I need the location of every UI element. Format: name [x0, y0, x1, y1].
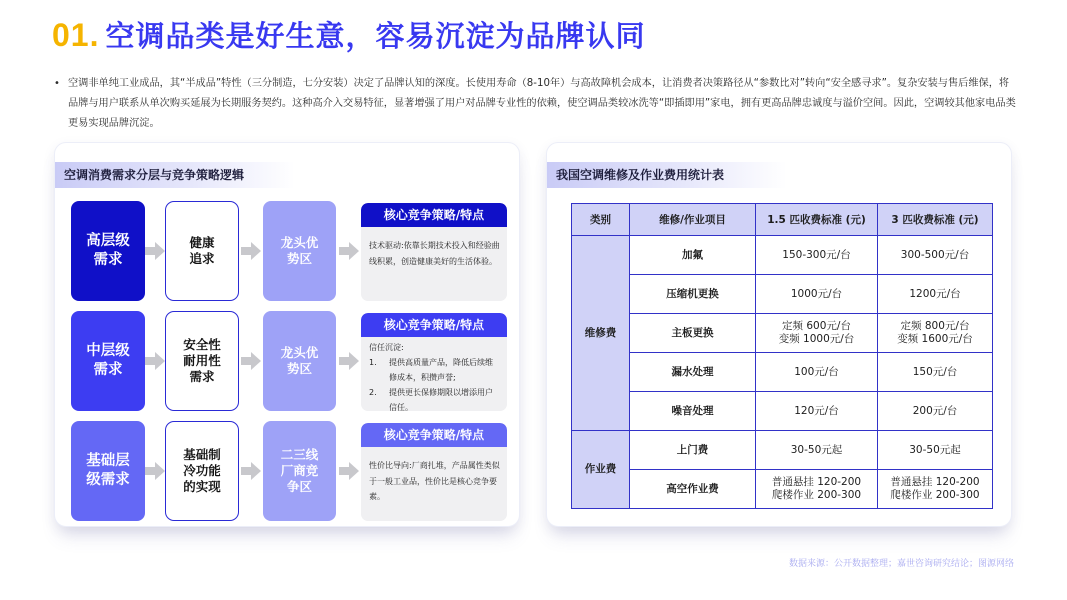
repair-fee-panel	[546, 142, 1012, 527]
page-title	[52, 14, 646, 55]
strategy-card	[361, 423, 507, 521]
need-box: 健康 追求	[165, 201, 239, 301]
item-cell: 压缩机更换	[630, 275, 756, 314]
strategy-title: 核心竞争策略/特点	[361, 423, 507, 447]
price-15-cell: 定频 600元/台 变频 1000元/台	[756, 314, 878, 353]
item-cell: 主板更换	[630, 314, 756, 353]
category-cell: 作业费	[572, 431, 630, 509]
table-row	[572, 314, 993, 353]
tier-box: 基础层 级需求	[71, 421, 145, 521]
arrow-right-icon	[241, 351, 261, 371]
zone-box: 龙头优 势区	[263, 311, 336, 411]
column-header: 3 匹收费标准 (元)	[878, 204, 993, 236]
table-row	[572, 431, 993, 470]
table-header-row	[572, 204, 993, 236]
arrow-right-icon	[145, 461, 165, 481]
list-index: 1.	[369, 358, 377, 367]
price-15-cell: 30-50元起	[756, 431, 878, 470]
price-15-cell: 100元/台	[756, 353, 878, 392]
arrow-right-icon	[339, 241, 359, 261]
price-3-cell: 定频 800元/台 变频 1600元/台	[878, 314, 993, 353]
fee-table	[571, 203, 993, 509]
tier-box: 中层级 需求	[71, 311, 145, 411]
list-item	[369, 355, 500, 385]
price-3-cell: 1200元/台	[878, 275, 993, 314]
zone-box: 二三线 厂商竞 争区	[263, 421, 336, 521]
arrow-right-icon	[339, 351, 359, 371]
strategy-text	[361, 337, 507, 411]
strategy-card	[361, 203, 507, 301]
price-15-cell: 1000元/台	[756, 275, 878, 314]
list-index: 2.	[369, 388, 377, 397]
demand-strategy-panel	[54, 142, 520, 527]
item-cell: 漏水处理	[630, 353, 756, 392]
strategy-intro: 信任沉淀:	[369, 343, 404, 352]
strategy-title: 核心竞争策略/特点	[361, 203, 507, 227]
item-cell: 上门费	[630, 431, 756, 470]
demand-row-mid	[71, 311, 511, 411]
arrow-right-icon	[145, 241, 165, 261]
table-row	[572, 236, 993, 275]
arrow-right-icon	[241, 461, 261, 481]
column-header: 类别	[572, 204, 630, 236]
price-3-cell: 普通悬挂 120-200 爬楼作业 200-300	[878, 470, 993, 509]
item-cell: 加氟	[630, 236, 756, 275]
arrow-right-icon	[339, 461, 359, 481]
strategy-text: 性价比导向:厂商扎堆，产品属性类似于一般工业品，性价比是核心竞争要素。	[369, 461, 500, 501]
column-header: 维修/作业项目	[630, 204, 756, 236]
price-3-cell: 30-50元起	[878, 431, 993, 470]
table-row	[572, 470, 993, 509]
price-3-cell: 150元/台	[878, 353, 993, 392]
list-text: 提供更长保修期限以增添用户信任。	[389, 388, 493, 411]
bullet-icon: •	[54, 78, 60, 89]
list-text: 提供高质量产品，降低后续维修成本，积攒声誉;	[389, 358, 493, 382]
intro-paragraph	[54, 74, 1018, 134]
source-note: 数据来源：公开数据整理；嘉世咨询研究结论；图源网络	[788, 559, 1014, 569]
arrow-right-icon	[145, 351, 165, 371]
list-item	[369, 385, 500, 411]
item-cell: 高空作业费	[630, 470, 756, 509]
table-row	[572, 353, 993, 392]
price-3-cell: 300-500元/台	[878, 236, 993, 275]
strategy-text: 技术驱动:依靠长期技术投入和经验曲线积累，创造健康美好的生活体验。	[369, 241, 500, 266]
strategy-list	[369, 355, 500, 411]
tier-box: 高层级 需求	[71, 201, 145, 301]
need-box: 安全性 耐用性 需求	[165, 311, 239, 411]
demand-row-base	[71, 421, 511, 521]
zone-box: 龙头优 势区	[263, 201, 336, 301]
panel-title: 我国空调维修及作业费用统计表	[547, 162, 787, 188]
title-text: 空调品类是好生意，容易沉淀为品牌认同	[105, 19, 646, 53]
table-row	[572, 275, 993, 314]
arrow-right-icon	[241, 241, 261, 261]
strategy-card	[361, 313, 507, 411]
panel-title: 空调消费需求分层与竞争策略逻辑	[55, 162, 295, 188]
item-cell: 噪音处理	[630, 392, 756, 431]
category-cell: 维修费	[572, 236, 630, 431]
price-3-cell: 200元/台	[878, 392, 993, 431]
section-number: 01.	[52, 17, 100, 53]
demand-row-high	[71, 201, 511, 301]
need-box: 基础制 冷功能 的实现	[165, 421, 239, 521]
price-15-cell: 150-300元/台	[756, 236, 878, 275]
price-15-cell: 普通悬挂 120-200 爬楼作业 200-300	[756, 470, 878, 509]
intro-text: 空调非单纯工业成品，其“半成品”特性（三分制造，七分安装）决定了品牌认知的深度。长使用寿命（8-10年）与高故障机会成本，让消费者决策路径从“参数比对”转向“安全感寻求”。复杂安装与售后维保，将品牌与用户联系从单次购买延展为长期服务契约。这种高介入交易特征，显著增强了用户对品牌专业性的依赖，使空调品类较冰洗等“即插即用”家电，拥有更高品牌忠诚度与溢价空间。因此，空调较其他家电品类更易实现品牌沉淀。	[68, 78, 1016, 129]
column-header: 1.5 匹收费标准 (元)	[756, 204, 878, 236]
price-15-cell: 120元/台	[756, 392, 878, 431]
table-row	[572, 392, 993, 431]
strategy-title: 核心竞争策略/特点	[361, 313, 507, 337]
